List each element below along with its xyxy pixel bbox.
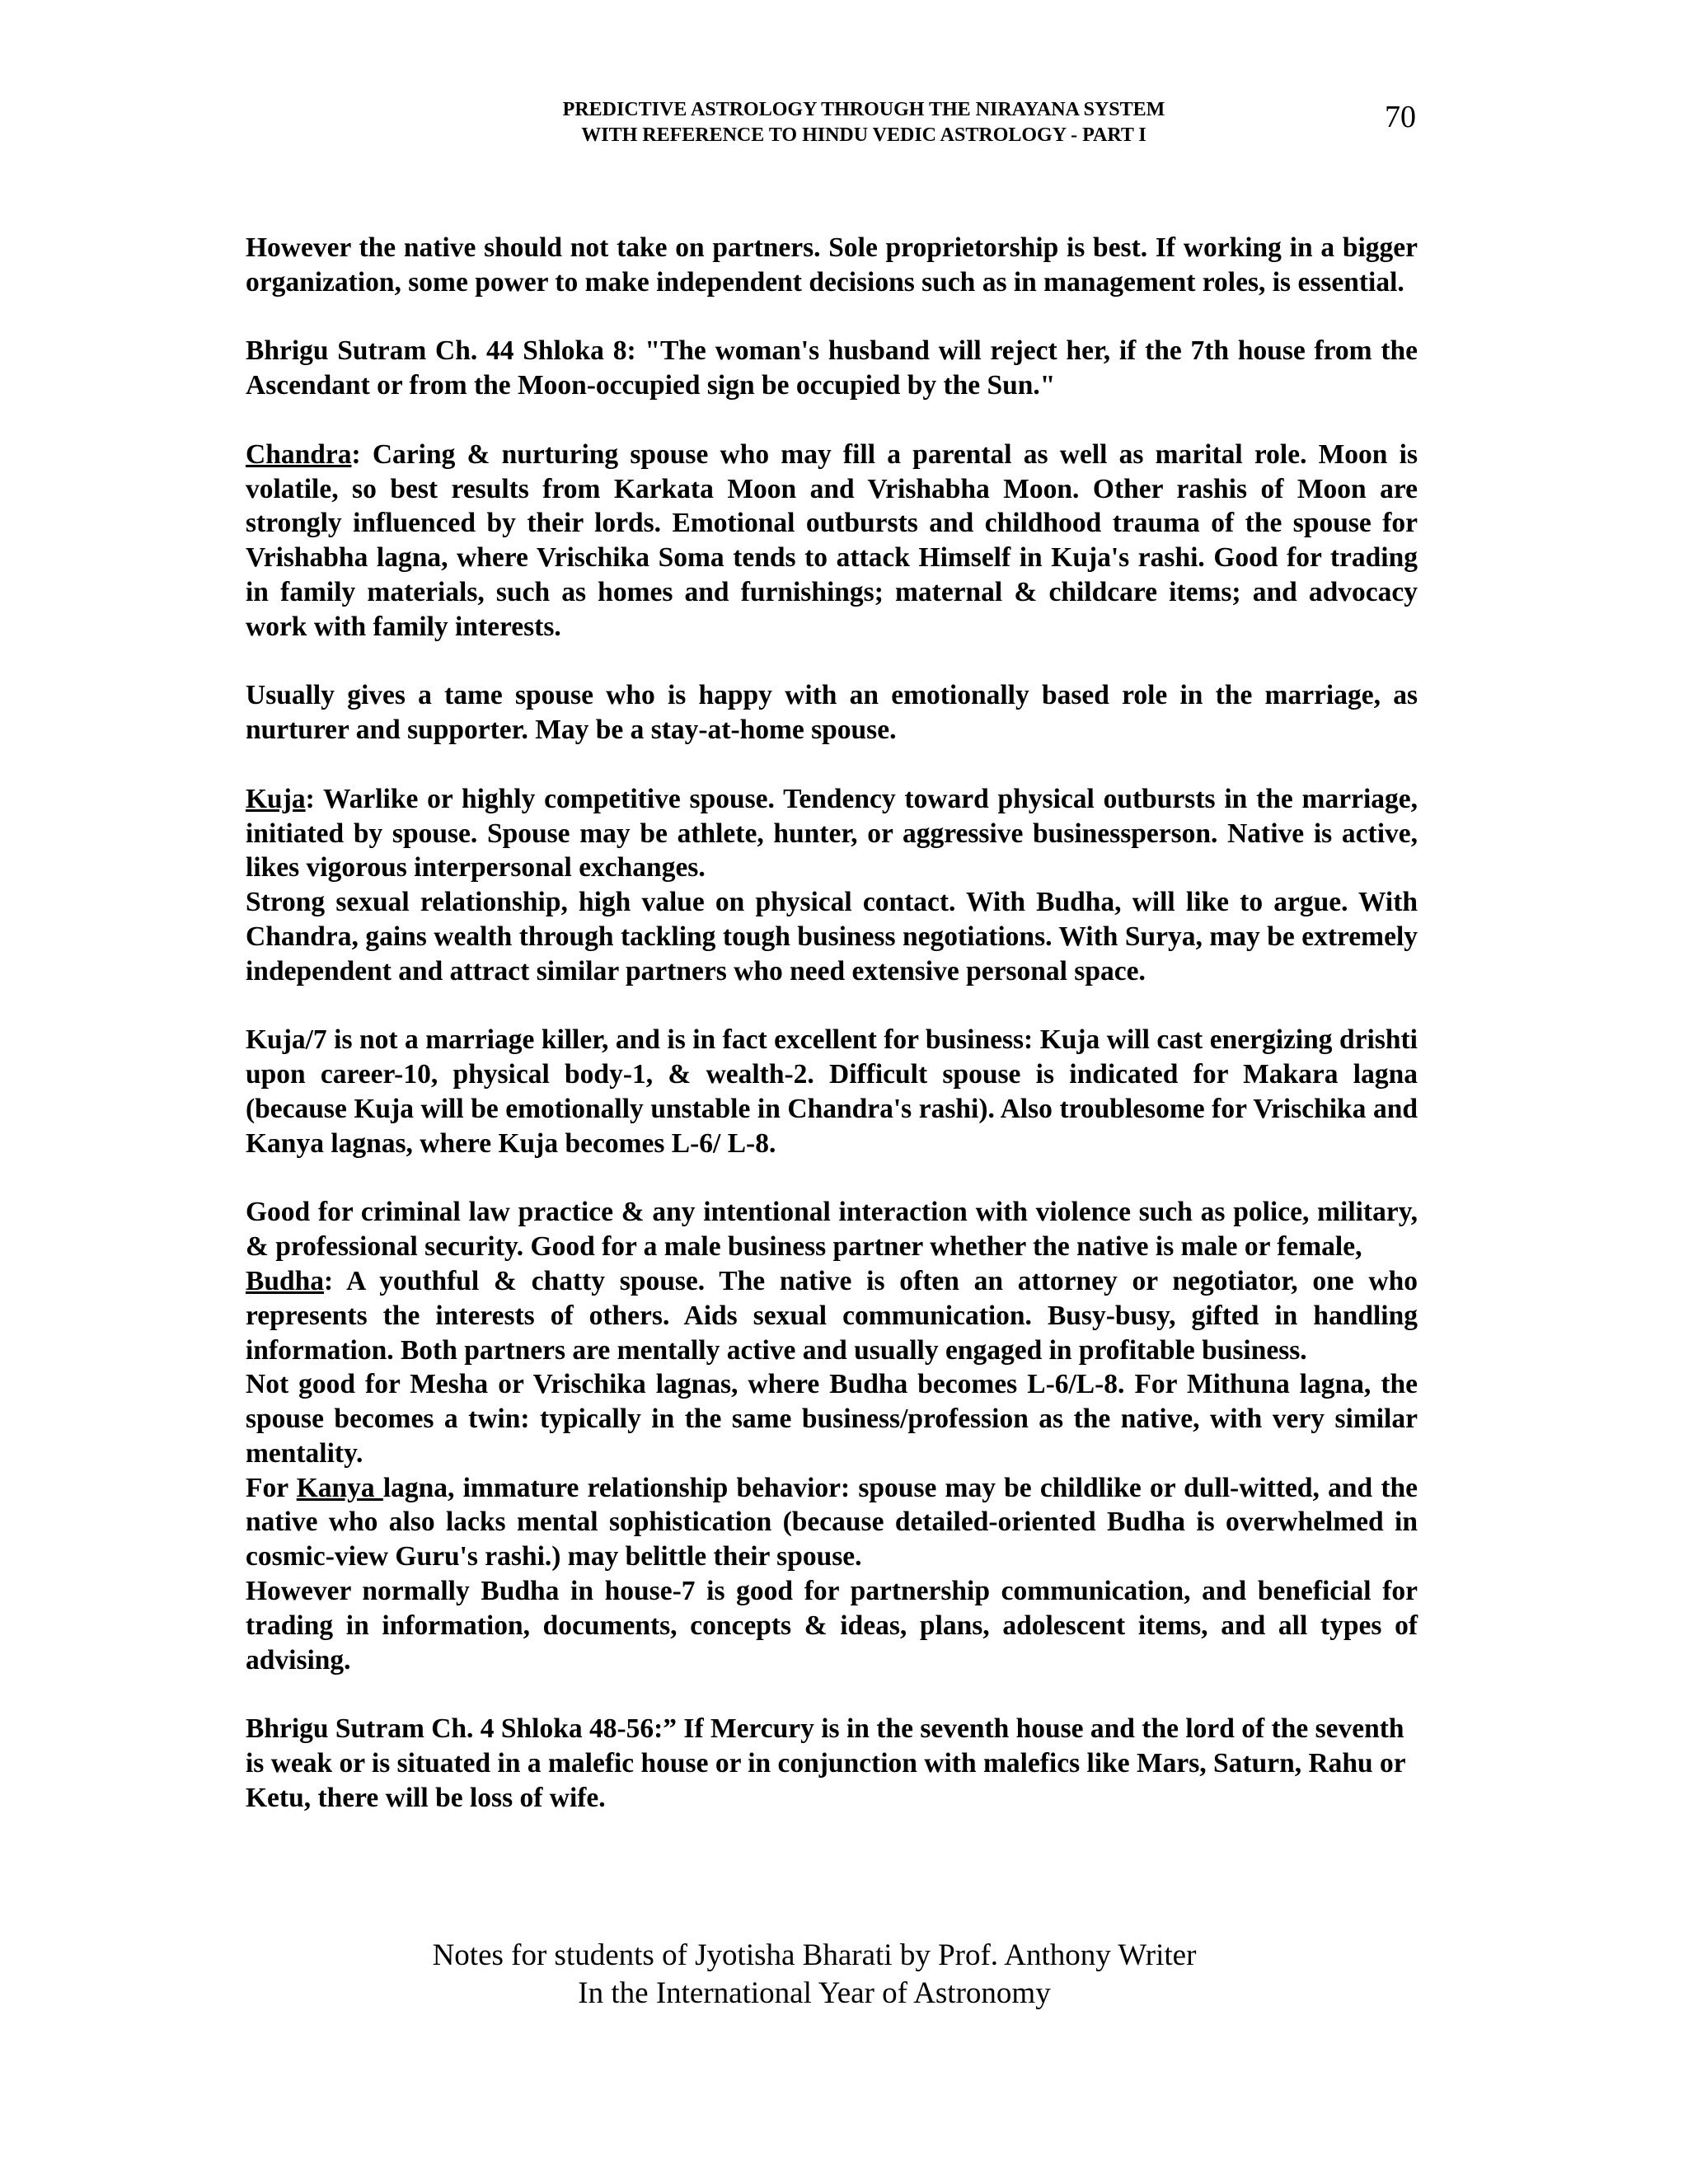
term-kuja: Kuja — [246, 783, 306, 814]
paragraph-bhrigu-quote-44: Bhrigu Sutram Ch. 44 Shloka 8: "The woman's husband will reject her, if the 7th house from the Ascendant or from the Moon-occupied sign be occupied by the Sun." — [246, 335, 1418, 401]
footer-line-1: Notes for students of Jyotisha Bharati by Prof. Anthony Writer — [432, 1938, 1197, 1972]
paragraph-bhrigu-quote-4: Bhrigu Sutram Ch. 4 Shloka 48-56:” If Mercury is in the seventh house and the lord of the seventh is weak or is situated in a malefic house or in conjunction with malefics like Mars, Saturn, Rahu or Ketu, there will be loss of wife. — [246, 1713, 1406, 1813]
header-line-1: PREDICTIVE ASTROLOGY THROUGH THE NIRAYANA SYSTEM — [562, 99, 1165, 120]
page-number: 70 — [1385, 100, 1416, 134]
body-text — [246, 231, 1418, 1816]
paragraph-kanya: For Kanya lagna, immature relationship behavior: spouse may be childlike or dull-witted, and the native who also lacks mental sophistication (because detailed-oriented Budha is overwhelmed in cosmic-view Guru's rashi.) may belittle their spouse. — [246, 1472, 1418, 1572]
paragraph-chandra: Chandra: Caring & nurturing spouse who may fill a parental as well as marital role. Moon is volatile, so best results from Karkata Moon and Vrishabha Moon. Other rashis of Moon are strongly influenced by their lords. Emotional outbursts and childhood trauma of the spouse for Vrishabha lagna, where Vrischika Soma tends to attack Himself in Kuja's rashi. Good for trading in family materials, such as homes and furnishings; maternal & childcare items; and advocacy work with family interests. — [246, 438, 1418, 642]
footer-line-2: In the International Year of Astronomy — [578, 1976, 1051, 2010]
term-kanya: Kanya — [296, 1472, 383, 1503]
paragraph-partners: However the native should not take on partners. Sole proprietorship is best. If working in a bigger organization, some power to make independent decisions such as in management roles, is essential. — [246, 232, 1418, 298]
paragraph-budha-house-7: However normally Budha in house-7 is good for partnership communication, and beneficial for trading in information, documents, concepts & ideas, plans, adolescent items, and all types of advising. — [246, 1576, 1418, 1675]
paragraph-kuja-sexual: Strong sexual relationship, high value on physical contact. With Budha, will like to argue. With Chandra, gains wealth through tackling tough business negotiations. With Surya, may be extremely independent and attract similar partners who need extensive personal space. — [246, 887, 1418, 987]
header-line-2: WITH REFERENCE TO HINDU VEDIC ASTROLOGY - PART I — [581, 124, 1146, 146]
paragraph-tame-spouse: Usually gives a tame spouse who is happy with an emotionally based role in the marriage, as nurturer and supporter. May be a stay-at-home spouse. — [246, 680, 1418, 746]
term-budha: Budha — [246, 1265, 324, 1296]
paragraph-kuja: Kuja: Warlike or highly competitive spouse. Tendency toward physical outbursts in the marriage, initiated by spouse. Spouse may be athlete, hunter, or aggressive businessperson. Native is active, likes vigorous interpersonal exchanges. — [246, 783, 1418, 883]
paragraph-budha: Budha: A youthful & chatty spouse. The native is often an attorney or negotiator, one who represents the interests of others. Aids sexual communication. Busy-busy, gifted in handling information. Both partners are mentally active and usually engaged in profitable business. — [246, 1265, 1418, 1366]
running-header — [246, 97, 1482, 148]
term-chandra: Chandra — [246, 438, 352, 470]
paragraph-budha-lagnas: Not good for Mesha or Vrischika lagnas, where Budha becomes L-6/L-8. For Mithuna lagna, the spouse becomes a twin: typically in the same business/profession as the native, with very similar mentality. — [246, 1369, 1418, 1469]
page-footer — [246, 1937, 1383, 2013]
paragraph-kuja-7: Kuja/7 is not a marriage killer, and is in fact excellent for business: Kuja will cast energizing drishti upon career-10, physical body-1, & wealth-2. Difficult spouse is indicated for Makara lagna (because Kuja will be emotionally unstable in Chandra's rashi). Also troublesome for Vrischika and Kanya lagnas, where Kuja becomes L-6/ L-8. — [246, 1024, 1418, 1159]
paragraph-criminal-law: Good for criminal law practice & any intentional interaction with violence such as police, military, & professional security. Good for a male business partner whether the native is male or female, — [246, 1197, 1418, 1263]
